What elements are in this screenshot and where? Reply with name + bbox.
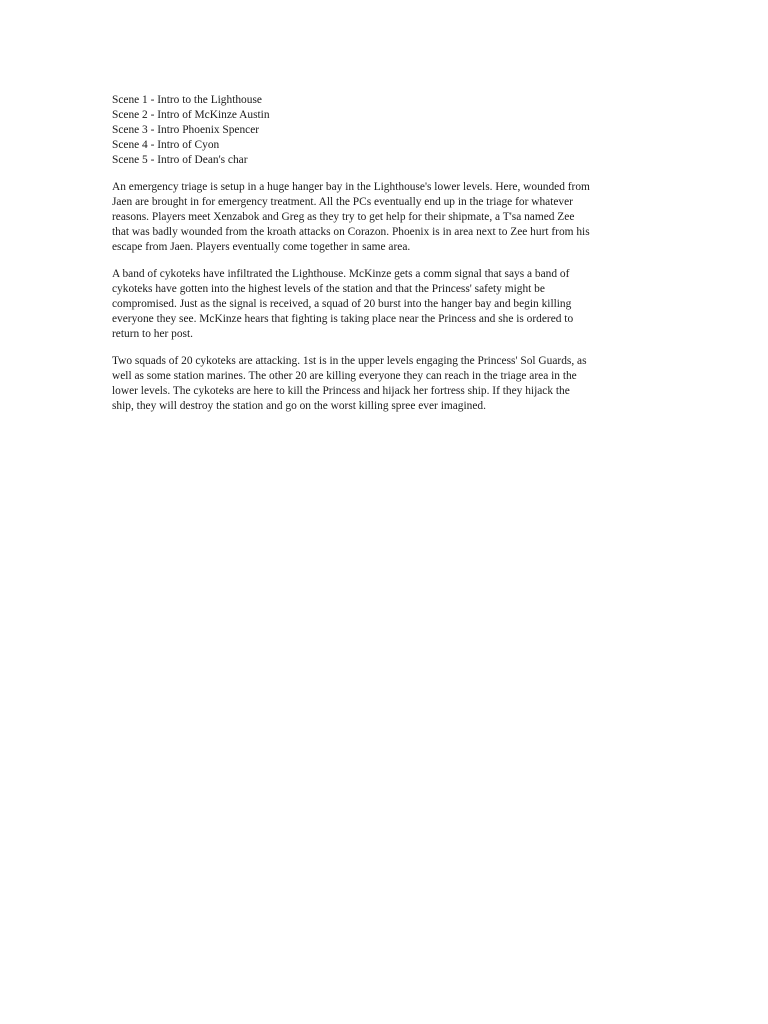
paragraph-line: cykoteks have gotten into the highest levels of the station and that the Princess' safety might be [112, 283, 545, 295]
paragraph-line: escape from Jaen. Players eventually come together in same area. [112, 241, 411, 253]
paragraph-line: well as some station marines. The other 20 are killing everyone they can reach in the triage area in the [112, 370, 577, 382]
paragraph-triage [112, 180, 668, 255]
scene-item-1: Scene 1 - Intro to the Lighthouse [112, 94, 262, 106]
paragraph-line: everyone they see. McKinze hears that fighting is taking place near the Princess and she is ordered to [112, 313, 574, 325]
paragraph-attack [112, 354, 668, 414]
scene-item-3: Scene 3 - Intro Phoenix Spencer [112, 124, 260, 136]
paragraph-infiltration [112, 267, 668, 342]
paragraph-line: lower levels. The cykoteks are here to kill the Princess and hijack her fortress ship. If they hijack the [112, 385, 570, 397]
paragraph-line: compromised. Just as the signal is received, a squad of 20 burst into the hanger bay and begin killing [112, 298, 572, 310]
paragraph-line: Two squads of 20 cykoteks are attacking. 1st is in the upper levels engaging the Princess' Sol Guards, as [112, 355, 587, 367]
scene-item-4: Scene 4 - Intro of Cyon [112, 139, 220, 151]
paragraph-line: that was badly wounded from the kroath attacks on Corazon. Phoenix is in area next to Zee hurt from his [112, 226, 590, 238]
paragraph-line: reasons. Players meet Xenzabok and Greg as they try to get help for their shipmate, a T'sa named Zee [112, 211, 575, 223]
paragraph-line: A band of cykoteks have infiltrated the Lighthouse. McKinze gets a comm signal that says a band of [112, 268, 570, 280]
paragraph-line: An emergency triage is setup in a huge hanger bay in the Lighthouse's lower levels. Here, wounded from [112, 181, 590, 193]
paragraph-line: return to her post. [112, 328, 193, 340]
document-page [112, 93, 668, 426]
paragraph-line: Jaen are brought in for emergency treatment. All the PCs eventually end up in the triage for whatever [112, 196, 573, 208]
paragraph-line: ship, they will destroy the station and go on the worst killing spree ever imagined. [112, 400, 486, 412]
scene-item-2: Scene 2 - Intro of McKinze Austin [112, 109, 270, 121]
scene-item-5: Scene 5 - Intro of Dean's char [112, 154, 248, 166]
scene-list [112, 93, 668, 168]
